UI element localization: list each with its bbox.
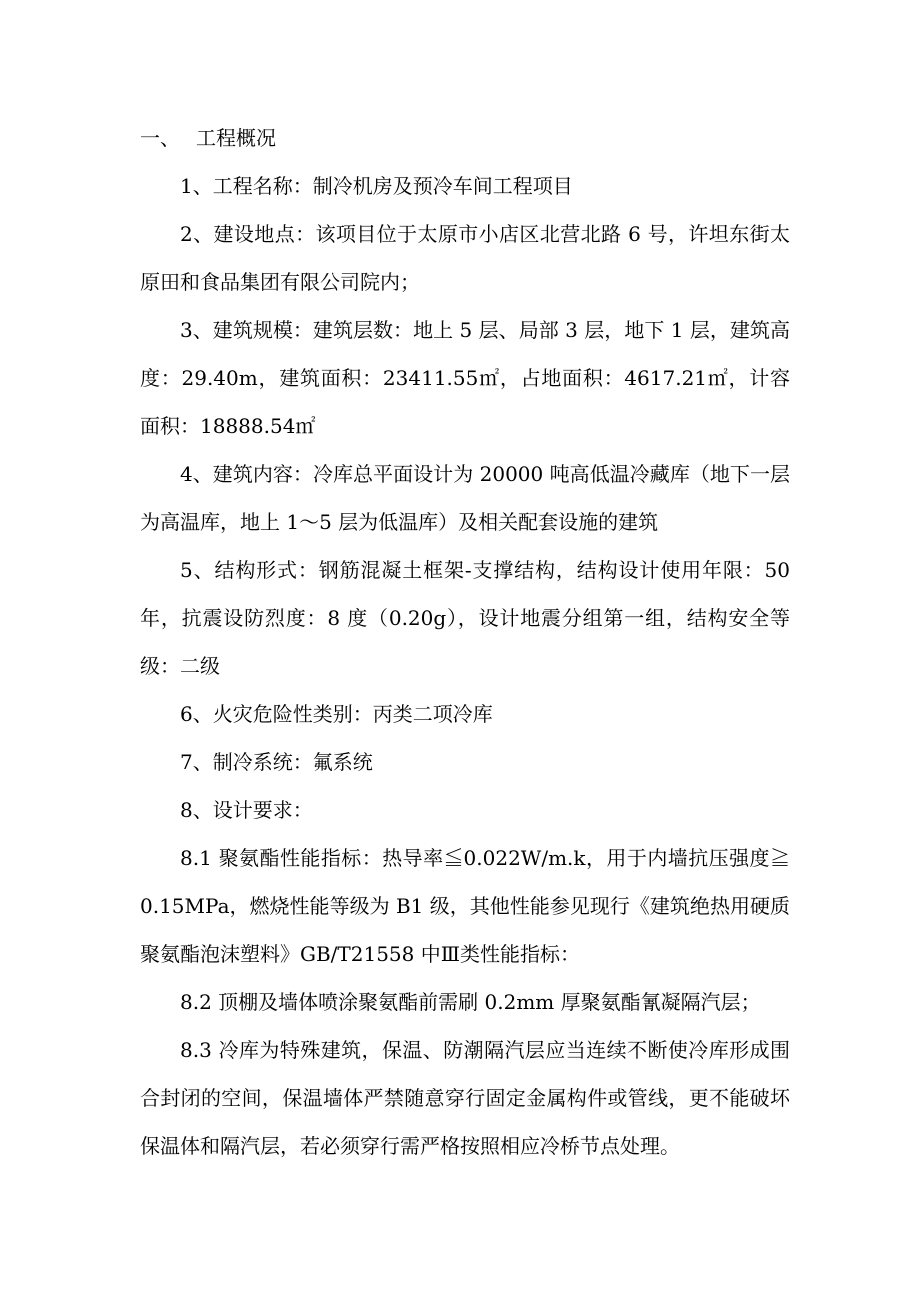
paragraph-location: 2、建设地点：该项目位于太原市小店区北营北路 6 号，许坦东街太原田和食品集团有限公司院内； bbox=[140, 222, 790, 294]
paragraph-refrigeration: 7、制冷系统：氟系统 bbox=[180, 750, 373, 774]
paragraph-scale: 3、建筑规模：建筑层数：地上 5 层、局部 3 层，地下 1 层，建筑高度：29.40m，建筑面积：23411.55㎡，占地面积：4617.21㎡，计容面积：18888.54㎡ bbox=[140, 318, 790, 438]
paragraph-structure: 5、结构形式：钢筋混凝土框架-支撑结构，结构设计使用年限：50 年，抗震设防烈度：8 度（0.20g），设计地震分组第一组，结构安全等级：二级 bbox=[140, 558, 790, 678]
paragraph-content: 4、建筑内容：冷库总平面设计为 20000 吨高低温冷藏库（地下一层为高温库，地上 1～5 层为低温库）及相关配套设施的建筑 bbox=[140, 462, 790, 534]
paragraph-req-8-2: 8.2 顶棚及墙体喷涂聚氨酯前需刷 0.2mm 厚聚氨酯氰凝隔汽层； bbox=[180, 990, 761, 1014]
paragraph-req-8-1: 8.1 聚氨酯性能指标：热导率≦0.022W/m.k，用于内墙抗压强度≧0.15MPa，燃烧性能等级为 B1 级，其他性能参见现行《建筑绝热用硬质聚氨酯泡沫塑料》GB/T21558 中Ⅲ类性能指标： bbox=[140, 846, 790, 966]
section-number: 一、 bbox=[140, 126, 180, 150]
document-body bbox=[140, 114, 790, 1170]
paragraph-fire-category: 6、火灾危险性类别：丙类二项冷库 bbox=[180, 702, 493, 726]
paragraph-design-requirements: 8、设计要求： bbox=[180, 798, 313, 822]
paragraph-project-name: 1、工程名称：制冷机房及预冷车间工程项目 bbox=[180, 174, 573, 198]
section-heading bbox=[140, 114, 790, 162]
section-title: 工程概况 bbox=[196, 126, 276, 150]
paragraph-req-8-3: 8.3 冷库为特殊建筑，保温、防潮隔汽层应当连续不断使冷库形成围合封闭的空间，保温墙体严禁随意穿行固定金属构件或管线，更不能破坏保温体和隔汽层，若必须穿行需严格按照相应冷桥节点处理。 bbox=[140, 1038, 790, 1158]
